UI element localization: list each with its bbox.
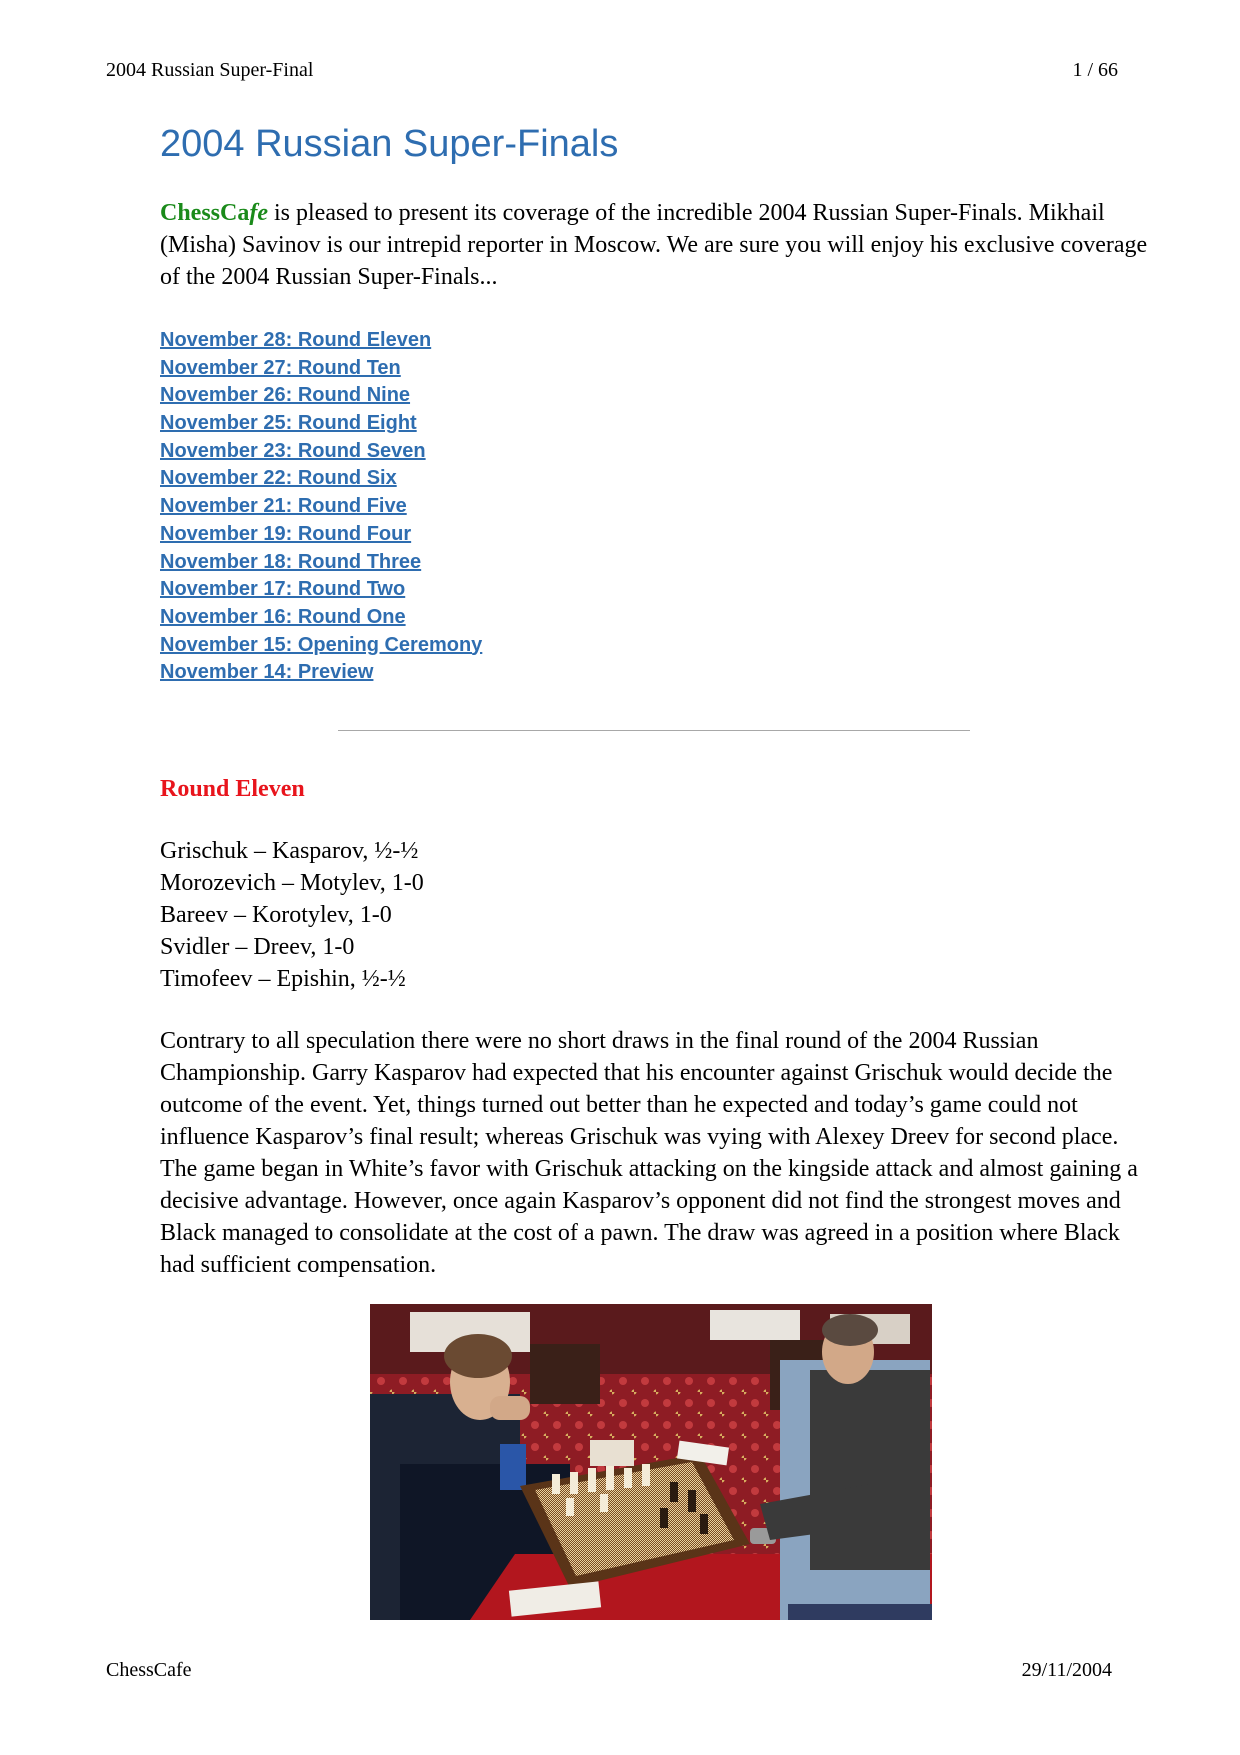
game-result: Grischuk – Kasparov, ½-½	[160, 837, 419, 864]
round-link-round-one[interactable]: November 16: Round One	[160, 605, 406, 628]
brand-name-suffix: fe	[249, 200, 268, 226]
page-indicator: 1 / 66	[1072, 59, 1118, 81]
intro-text: is pleased to present its coverage of the incredible 2004 Russian Super-Finals. Mikhail (Misha) Savinov is our intrepid reporter in Moscow. We are sure you will enjoy his exclusive coverage of the 2004 Russian Super-Finals...	[160, 200, 1148, 290]
game-result: Morozevich – Motylev, 1-0	[160, 869, 424, 896]
game-photo-illustration	[370, 1304, 932, 1620]
round-link-round-ten[interactable]: November 27: Round Ten	[160, 356, 401, 379]
round-link-item	[160, 576, 1155, 604]
round-link-preview[interactable]: November 14: Preview	[160, 661, 374, 684]
running-header-title: 2004 Russian Super-Final	[106, 59, 314, 81]
page-title: 2004 Russian Super-Finals	[160, 123, 619, 165]
round-link-item	[160, 549, 1155, 577]
round-link-round-eleven[interactable]: November 28: Round Eleven	[160, 329, 432, 351]
game-result: Timofeev – Epishin, ½-½	[160, 965, 406, 992]
round-links-list	[160, 327, 1155, 687]
footer-publisher: ChessCafe	[106, 1659, 192, 1681]
round-link-item	[160, 521, 1155, 549]
round-link-round-seven[interactable]: November 23: Round Seven	[160, 439, 426, 462]
round-link-round-eight[interactable]: November 25: Round Eight	[160, 412, 417, 435]
round-link-item	[160, 632, 1155, 660]
intro-paragraph	[160, 197, 1155, 293]
round-link-round-three[interactable]: November 18: Round Three	[160, 550, 422, 573]
round-link-item	[160, 604, 1155, 632]
game-results-list	[160, 835, 1155, 995]
brand-name	[160, 200, 268, 226]
round-link-round-five[interactable]: November 21: Round Five	[160, 495, 407, 518]
game-photo	[370, 1304, 932, 1620]
section-divider	[338, 730, 970, 731]
round-report-paragraph: Contrary to all speculation there were no short draws in the final round of the 2004 Russian Championship. Garry Kasparov had expected that his encounter against Grischuk would decide the outcome of the event. Yet, things turned out better than he expected and today’s game could not influence Kasparov’s final result; whereas Grischuk was vying with Alexey Dreev for second place. The game began in White’s favor with Grischuk attacking on the kingside attack and almost gaining a decisive advantage. However, once again Kasparov’s opponent did not find the strongest moves and Black managed to consolidate at the cost of a pawn. The draw was agreed in a position where Black had sufficient compensation.	[160, 1027, 1138, 1278]
section-heading: Round Eleven	[160, 775, 305, 802]
round-link-item	[160, 659, 1155, 687]
round-link-item	[160, 410, 1155, 438]
round-link-item	[160, 327, 1155, 355]
game-result: Bareev – Korotylev, 1-0	[160, 901, 392, 928]
footer-date: 29/11/2004	[1021, 1659, 1112, 1681]
article-content	[160, 120, 1155, 1281]
round-link-round-two[interactable]: November 17: Round Two	[160, 578, 406, 601]
round-link-round-nine[interactable]: November 26: Round Nine	[160, 384, 411, 407]
round-link-item	[160, 382, 1155, 410]
brand-name-prefix: ChessCa	[160, 200, 250, 226]
round-link-round-six[interactable]: November 22: Round Six	[160, 467, 397, 490]
round-link-round-four[interactable]: November 19: Round Four	[160, 522, 412, 545]
round-link-item	[160, 493, 1155, 521]
round-link-item	[160, 438, 1155, 466]
round-link-item	[160, 355, 1155, 383]
round-link-opening-ceremony[interactable]: November 15: Opening Ceremony	[160, 633, 483, 656]
game-result: Svidler – Dreev, 1-0	[160, 933, 355, 960]
round-link-item	[160, 465, 1155, 493]
